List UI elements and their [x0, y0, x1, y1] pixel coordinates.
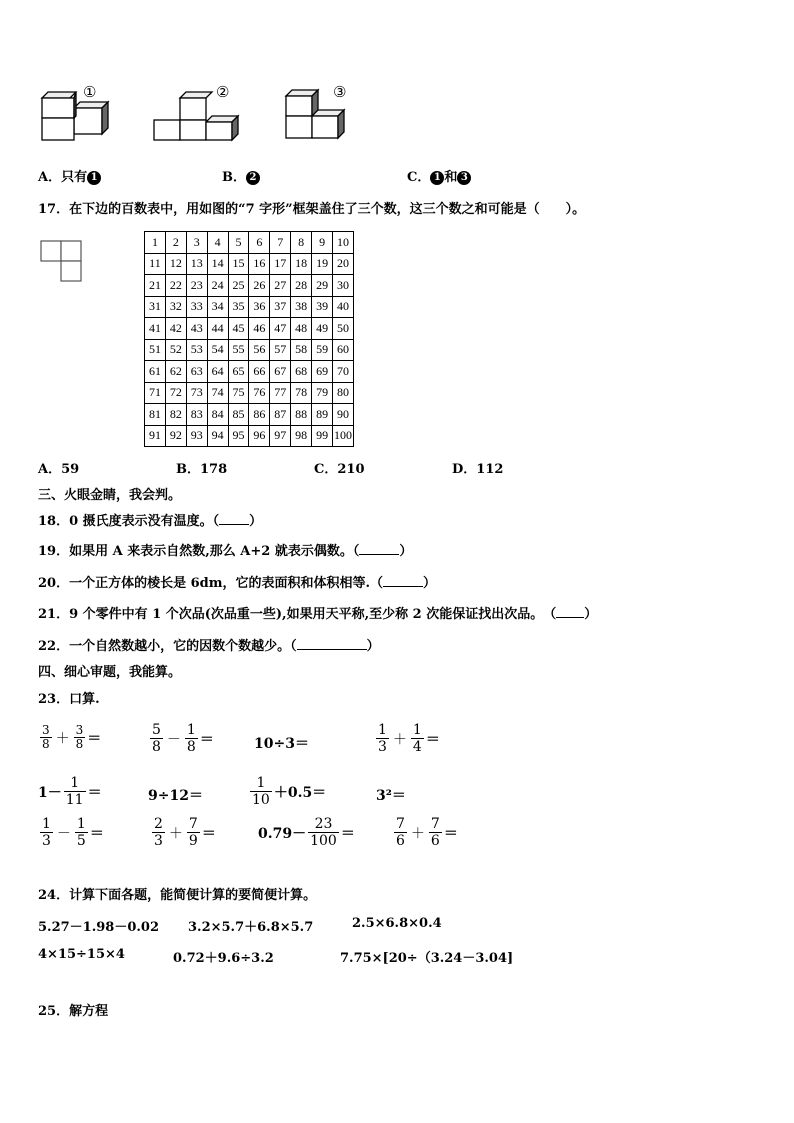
- q24-title: 24．计算下面各题，能简便计算的要简便计算。: [38, 888, 317, 903]
- hundred-chart-cell: 91: [145, 425, 166, 447]
- hundred-chart-cell: 71: [145, 382, 166, 404]
- hundred-chart-cell: 59: [312, 339, 333, 361]
- hundred-chart-cell: 96: [249, 425, 270, 447]
- hundred-chart-cell: 43: [186, 318, 207, 340]
- hundred-chart-cell: 77: [270, 382, 291, 404]
- hundred-chart-cell: 79: [312, 382, 333, 404]
- circled-number: 1: [87, 171, 101, 185]
- hundred-chart-cell: 21: [145, 275, 166, 297]
- hundred-chart-cell: 27: [270, 275, 291, 297]
- hundred-chart-cell: 70: [333, 361, 354, 383]
- q16-option-c[interactable]: [407, 166, 471, 185]
- option-text: 只有: [61, 170, 88, 185]
- bracket-close: ）: [423, 576, 437, 591]
- q19-text: 19．如果用 A 来表示自然数,那么 A+2 就表示偶数。（: [38, 544, 360, 559]
- hundred-chart-cell: 5: [228, 232, 249, 254]
- hundred-chart-cell: 34: [207, 296, 228, 318]
- calc-r1-e4: $\frac{1}{3}$ ＋ $\frac{1}{4}$ ＝: [378, 722, 440, 755]
- hundred-chart-cell: 33: [186, 296, 207, 318]
- option-letter: C．: [407, 170, 431, 185]
- hundred-chart-cell: 4: [207, 232, 228, 254]
- q17-option-a[interactable]: A．59: [38, 462, 80, 477]
- hundred-chart-cell: 84: [207, 404, 228, 426]
- hundred-chart-row: [145, 318, 354, 340]
- hundred-chart-cell: 10: [333, 232, 354, 254]
- hundred-chart-cell: 31: [145, 296, 166, 318]
- hundred-chart-cell: 42: [165, 318, 186, 340]
- calc-r3-e4: $\frac{7}{6}$ ＋ $\frac{7}{6}$ ＝: [396, 816, 458, 849]
- option-letter: B．: [222, 170, 246, 185]
- hundred-chart-cell: 46: [249, 318, 270, 340]
- hundred-chart-cell: 54: [207, 339, 228, 361]
- q21: [38, 603, 597, 622]
- calc-r3-e3: 0.79－ $\frac{23}{100}$ ＝: [258, 816, 355, 849]
- q23-title: 23．口算.: [38, 692, 100, 707]
- hundred-chart-cell: 92: [165, 425, 186, 447]
- hundred-chart-cell: 99: [312, 425, 333, 447]
- hundred-chart-cell: 30: [333, 275, 354, 297]
- calc-r2-e3: $\frac{1}{10}$ ＋0.5＝: [252, 775, 327, 808]
- hundred-chart-cell: 57: [270, 339, 291, 361]
- hundred-chart-cell: 63: [186, 361, 207, 383]
- hundred-chart-row: [145, 339, 354, 361]
- hundred-chart-cell: 80: [333, 382, 354, 404]
- hundred-chart-cell: 73: [186, 382, 207, 404]
- hundred-chart-cell: 85: [228, 404, 249, 426]
- q24-item-6: 7.75×[20÷（3.24－3.04]: [340, 951, 514, 966]
- hundred-chart-cell: 28: [291, 275, 312, 297]
- hundred-chart-cell: 26: [249, 275, 270, 297]
- hundred-chart-cell: 82: [165, 404, 186, 426]
- q16-option-a[interactable]: [38, 166, 101, 185]
- q17-text: 17．在下边的百数表中，用如图的“7 字形”框架盖住了三个数，这三个数之和可能是（ ）。: [38, 202, 586, 217]
- hundred-chart-cell: 97: [270, 425, 291, 447]
- hundred-chart-cell: 55: [228, 339, 249, 361]
- answer-blank[interactable]: [383, 586, 423, 587]
- hundred-chart-cell: 16: [249, 253, 270, 275]
- circled-number: 3: [457, 171, 471, 185]
- hundred-chart-cell: 6: [249, 232, 270, 254]
- calc-r2-e4: 3²＝: [376, 788, 406, 804]
- hundred-chart-cell: 29: [312, 275, 333, 297]
- hundred-chart-cell: 76: [249, 382, 270, 404]
- q22: [38, 635, 380, 654]
- answer-blank[interactable]: [359, 554, 399, 555]
- hundred-chart: [144, 231, 354, 447]
- hundred-chart-cell: 89: [312, 404, 333, 426]
- hundred-chart-cell: 58: [291, 339, 312, 361]
- calc-r1-e1: $\frac{3}{8}$ ＋ $\frac{3}{8}$ ＝: [42, 723, 102, 751]
- q21-text: 21．9 个零件中有 1 个次品(次品重一些),如果用天平称,至少称 2 次能保证找出次品。 （: [38, 607, 557, 622]
- section-3-heading: 三、火眼金睛，我会判。: [38, 488, 182, 503]
- hundred-chart-cell: 1: [145, 232, 166, 254]
- section-4-heading: 四、细心审题，我能算。: [38, 665, 182, 680]
- bracket-close: ）: [249, 514, 263, 529]
- hundred-chart-cell: 65: [228, 361, 249, 383]
- bracket-close: ）: [584, 607, 598, 622]
- calc-r2-e2: 9÷12＝: [148, 788, 203, 804]
- hundred-chart-cell: 40: [333, 296, 354, 318]
- hundred-chart-cell: 88: [291, 404, 312, 426]
- answer-blank[interactable]: [219, 524, 249, 525]
- hundred-chart-cell: 24: [207, 275, 228, 297]
- q17-option-c[interactable]: C．210: [314, 462, 365, 477]
- hundred-chart-cell: 86: [249, 404, 270, 426]
- hundred-chart-cell: 61: [145, 361, 166, 383]
- hundred-chart-cell: 56: [249, 339, 270, 361]
- hundred-chart-cell: 60: [333, 339, 354, 361]
- q19: [38, 540, 412, 559]
- hundred-chart-row: [145, 425, 354, 447]
- hundred-chart-cell: 44: [207, 318, 228, 340]
- answer-blank[interactable]: [297, 649, 367, 650]
- hundred-chart-row: [145, 275, 354, 297]
- hundred-chart-cell: 81: [145, 404, 166, 426]
- hundred-chart-cell: 14: [207, 253, 228, 275]
- hundred-chart-row: [145, 404, 354, 426]
- q17-option-b[interactable]: B．178: [176, 462, 228, 477]
- hundred-chart-cell: 75: [228, 382, 249, 404]
- q24-item-5: 0.72＋9.6÷3.2: [173, 951, 274, 966]
- hundred-chart-cell: 50: [333, 318, 354, 340]
- hundred-chart-cell: 9: [312, 232, 333, 254]
- q18: [38, 510, 262, 529]
- hundred-chart-row: [145, 232, 354, 254]
- hundred-chart-cell: 66: [249, 361, 270, 383]
- hundred-chart-cell: 25: [228, 275, 249, 297]
- hundred-chart-cell: 12: [165, 253, 186, 275]
- q22-text: 22．一个自然数越小，它的因数个数越少。（: [38, 639, 297, 654]
- option-letter: A．: [38, 170, 62, 185]
- hundred-chart-cell: 23: [186, 275, 207, 297]
- calc-r3-e2: $\frac{2}{3}$ ＋ $\frac{7}{9}$ ＝: [154, 816, 216, 849]
- hundred-chart-cell: 48: [291, 318, 312, 340]
- hundred-chart-cell: 39: [312, 296, 333, 318]
- hundred-chart-cell: 8: [291, 232, 312, 254]
- hundred-chart-cell: 35: [228, 296, 249, 318]
- calc-r2-e1: 1－ $\frac{1}{11}$ ＝: [38, 775, 102, 808]
- hundred-chart-cell: 38: [291, 296, 312, 318]
- hundred-chart-cell: 94: [207, 425, 228, 447]
- hundred-chart-cell: 45: [228, 318, 249, 340]
- q24-item-2: 3.2×5.7＋6.8×5.7: [188, 920, 314, 935]
- hundred-chart-cell: 41: [145, 318, 166, 340]
- hundred-chart-cell: 51: [145, 339, 166, 361]
- hundred-chart-cell: 67: [270, 361, 291, 383]
- hundred-chart-cell: 18: [291, 253, 312, 275]
- hundred-chart-cell: 90: [333, 404, 354, 426]
- circled-number: 2: [246, 171, 260, 185]
- hundred-chart-cell: 62: [165, 361, 186, 383]
- calc-r1-e3: 10÷3＝: [254, 736, 309, 752]
- figure-label-2: ②: [216, 83, 230, 101]
- figure-label-1: ①: [83, 83, 97, 101]
- hundred-chart-cell: 11: [145, 253, 166, 275]
- hundred-chart-cell: 98: [291, 425, 312, 447]
- hundred-chart-cell: 52: [165, 339, 186, 361]
- seven-shape-frame: [40, 240, 82, 282]
- hundred-chart-cell: 22: [165, 275, 186, 297]
- bracket-close: ）: [399, 544, 413, 559]
- hundred-chart-cell: 64: [207, 361, 228, 383]
- hundred-chart-cell: 53: [186, 339, 207, 361]
- hundred-chart-row: [145, 253, 354, 275]
- calc-r1-e2: $\frac{5}{8}$ － $\frac{1}{8}$ ＝: [152, 722, 214, 755]
- cube-figure-1: [38, 88, 114, 144]
- hundred-chart-cell: 19: [312, 253, 333, 275]
- hundred-chart-cell: 7: [270, 232, 291, 254]
- hundred-chart-cell: 49: [312, 318, 333, 340]
- hundred-chart-cell: 78: [291, 382, 312, 404]
- hundred-chart-cell: 72: [165, 382, 186, 404]
- q18-text: 18．0 摄氏度表示没有温度。（: [38, 514, 220, 529]
- hundred-chart-cell: 95: [228, 425, 249, 447]
- figure-label-3: ③: [333, 83, 347, 101]
- hundred-chart-cell: 93: [186, 425, 207, 447]
- hundred-chart-cell: 37: [270, 296, 291, 318]
- hundred-chart-cell: 69: [312, 361, 333, 383]
- hundred-chart-cell: 100: [333, 425, 354, 447]
- q24-item-4: 4×15÷15×4: [38, 947, 125, 962]
- hundred-chart-row: [145, 296, 354, 318]
- option-text: 和: [444, 170, 458, 185]
- hundred-chart-cell: 20: [333, 253, 354, 275]
- bracket-close: ）: [366, 639, 380, 654]
- circled-number: 1: [430, 171, 444, 185]
- hundred-chart-cell: 2: [165, 232, 186, 254]
- hundred-chart-cell: 47: [270, 318, 291, 340]
- hundred-chart-cell: 74: [207, 382, 228, 404]
- hundred-chart-cell: 15: [228, 253, 249, 275]
- hundred-chart-cell: 83: [186, 404, 207, 426]
- calc-r3-e1: $\frac{1}{3}$ － $\frac{1}{5}$ ＝: [42, 816, 104, 849]
- q24-item-1: 5.27－1.98－0.02: [38, 920, 159, 935]
- hundred-chart-cell: 17: [270, 253, 291, 275]
- q16-option-b[interactable]: [222, 166, 260, 185]
- q20: [38, 572, 436, 591]
- hundred-chart-cell: 3: [186, 232, 207, 254]
- q17-option-d[interactable]: D．112: [452, 462, 504, 477]
- hundred-chart-row: [145, 382, 354, 404]
- q25-title: 25．解方程: [38, 1004, 109, 1019]
- q24-item-3: 2.5×6.8×0.4: [352, 916, 442, 931]
- hundred-chart-cell: 13: [186, 253, 207, 275]
- q20-text: 20．一个正方体的棱长是 6dm，它的表面积和体积相等.（: [38, 576, 384, 591]
- hundred-chart-cell: 32: [165, 296, 186, 318]
- hundred-chart-cell: 68: [291, 361, 312, 383]
- hundred-chart-row: [145, 361, 354, 383]
- hundred-chart-cell: 87: [270, 404, 291, 426]
- answer-blank[interactable]: [556, 617, 584, 618]
- hundred-chart-cell: 36: [249, 296, 270, 318]
